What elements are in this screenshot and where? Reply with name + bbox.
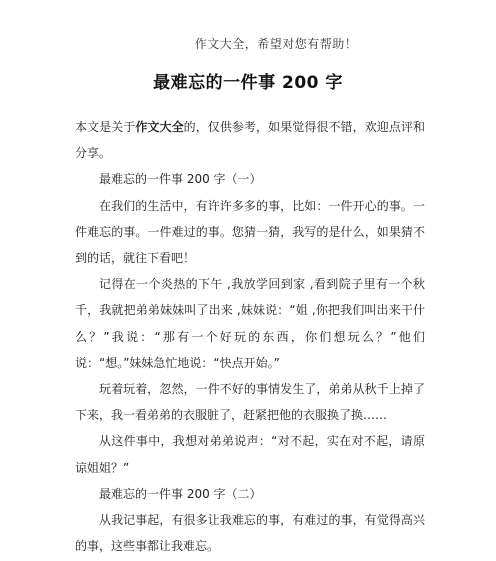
intro-text-before: 本文是关于 [75,120,136,134]
paragraph-1-1: 在我们的生活中，有许许多多的事，比如：一件开心的事。一件难忘的事。一件难过的事。您猜一猜，我写的是什么，如果猜不到的话，就往下看吧！ [75,198,425,266]
paragraph-2-1: 从我记事起，有很多让我难忘的事，有难过的事，有觉得高兴的事，这些事都让我难忘。 [75,513,425,554]
intro-bold-keyword: 作文大全 [135,120,184,134]
article-body [75,114,425,559]
paragraph-1-2: 记得在一个炎热的下午 ,我放学回到家 ,看到院子里有一个秋千，我就把弟弟妹妹叫了出来 ,妹妹说：“姐 ,你把我们叫出来干什么？”我说：“那有一个好玩的东西，你们想玩么？”他们说：“想。”妹妹急忙地说：“快点开始。” [75,277,425,370]
intro-paragraph [75,114,425,166]
section-heading-1: 最难忘的一件事 200 字（一） [99,172,262,187]
section-heading-2: 最难忘的一件事 200 字（二） [99,486,262,501]
intro-text-after: 的，仅供参考，如果觉得很不错，欢迎点评和分享。 [75,120,425,161]
header-note: 作文大全，希望对您有帮助！ [194,37,358,51]
page-title: 最难忘的一件事 200 字 [153,73,343,93]
paragraph-1-4: 从这件事中，我想对弟弟说声：“对不起，实在对不起，请原谅姐姐？” [75,434,425,475]
paragraph-1-3: 玩着玩着，忽然，一件不好的事情发生了，弟弟从秋千上掉了下来，我一看弟弟的衣服脏了，赶紧把他的衣服换了换…… [75,382,425,423]
